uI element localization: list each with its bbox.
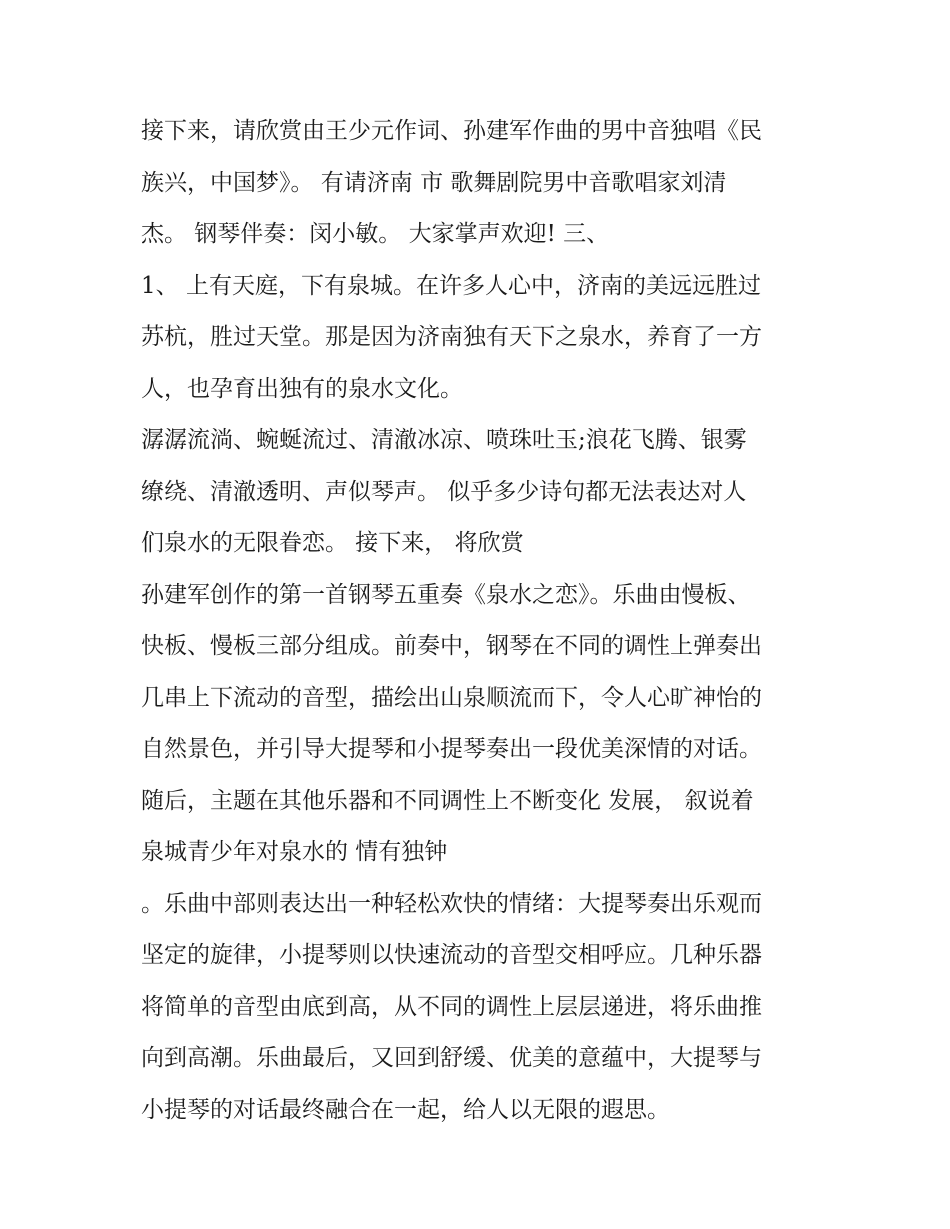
text-line: 1、 上有天庭，下有泉城。在许多人心中，济南的美远远胜过 [141, 272, 761, 299]
text-line: 随后，主题在其他乐器和不同调性上不断变化 发展， 叙说着 [141, 787, 754, 814]
text-line: 们泉水的无限眷恋。 接下来， 将欣赏 [141, 530, 524, 556]
text-line: 向到高潮。乐曲最后，又回到舒缓、优美的意蕴中，大提琴与 [141, 1045, 762, 1071]
body-text [141, 106, 821, 1136]
text-line: 苏杭，胜过天堂。那是因为济南独有天下之泉水，养育了一方 [141, 324, 762, 350]
text-line: 。乐曲中部则表达出一种轻松欢快的情绪：大提琴奏出乐观而 [141, 890, 762, 917]
text-line: 泉城青少年对泉水的 情有独钟 [141, 839, 448, 865]
text-line: 缭绕、清澈透明、声似琴声。 似乎多少诗句都无法表达对人 [141, 478, 747, 505]
text-line: 自然景色，并引导大提琴和小提琴奏出一段优美深情的对话。 [141, 736, 762, 762]
text-line: 孙建军创作的第一首钢琴五重奏《泉水之恋》。乐曲由慢板、 [141, 581, 751, 608]
text-line: 坚定的旋律，小提琴则以快速流动的音型交相呼应。几种乐器 [141, 942, 762, 968]
text-line: 接下来，请欣赏由王少元作词、孙建军作曲的男中音独唱《民 [141, 118, 762, 144]
text-line: 潺潺流淌、蜿蜒流过、清澈冰凉、喷珠吐玉;浪花飞腾、银雾 [141, 427, 747, 453]
text-line: 人，也孕育出独有的泉水文化。 [141, 375, 463, 402]
text-line: 族兴，中国梦》。 有请济南 市 歌舞剧院男中音歌唱家刘清 [141, 169, 727, 196]
text-line: 快板、慢板三部分组成。前奏中，钢琴在不同的调性上弹奏出 [141, 633, 762, 659]
text-line: 杰。 钢琴伴奏：闵小敏。 大家掌声欢迎! 三、 [141, 221, 610, 247]
text-line: 将简单的音型由底到高，从不同的调性上层层递进，将乐曲推 [141, 993, 762, 1020]
text-line: 小提琴的对话最终融合在一起，给人以无限的遐思。 [141, 1096, 670, 1123]
text-line: 几串上下流动的音型，描绘出山泉顺流而下，令人心旷神怡的 [141, 684, 762, 711]
